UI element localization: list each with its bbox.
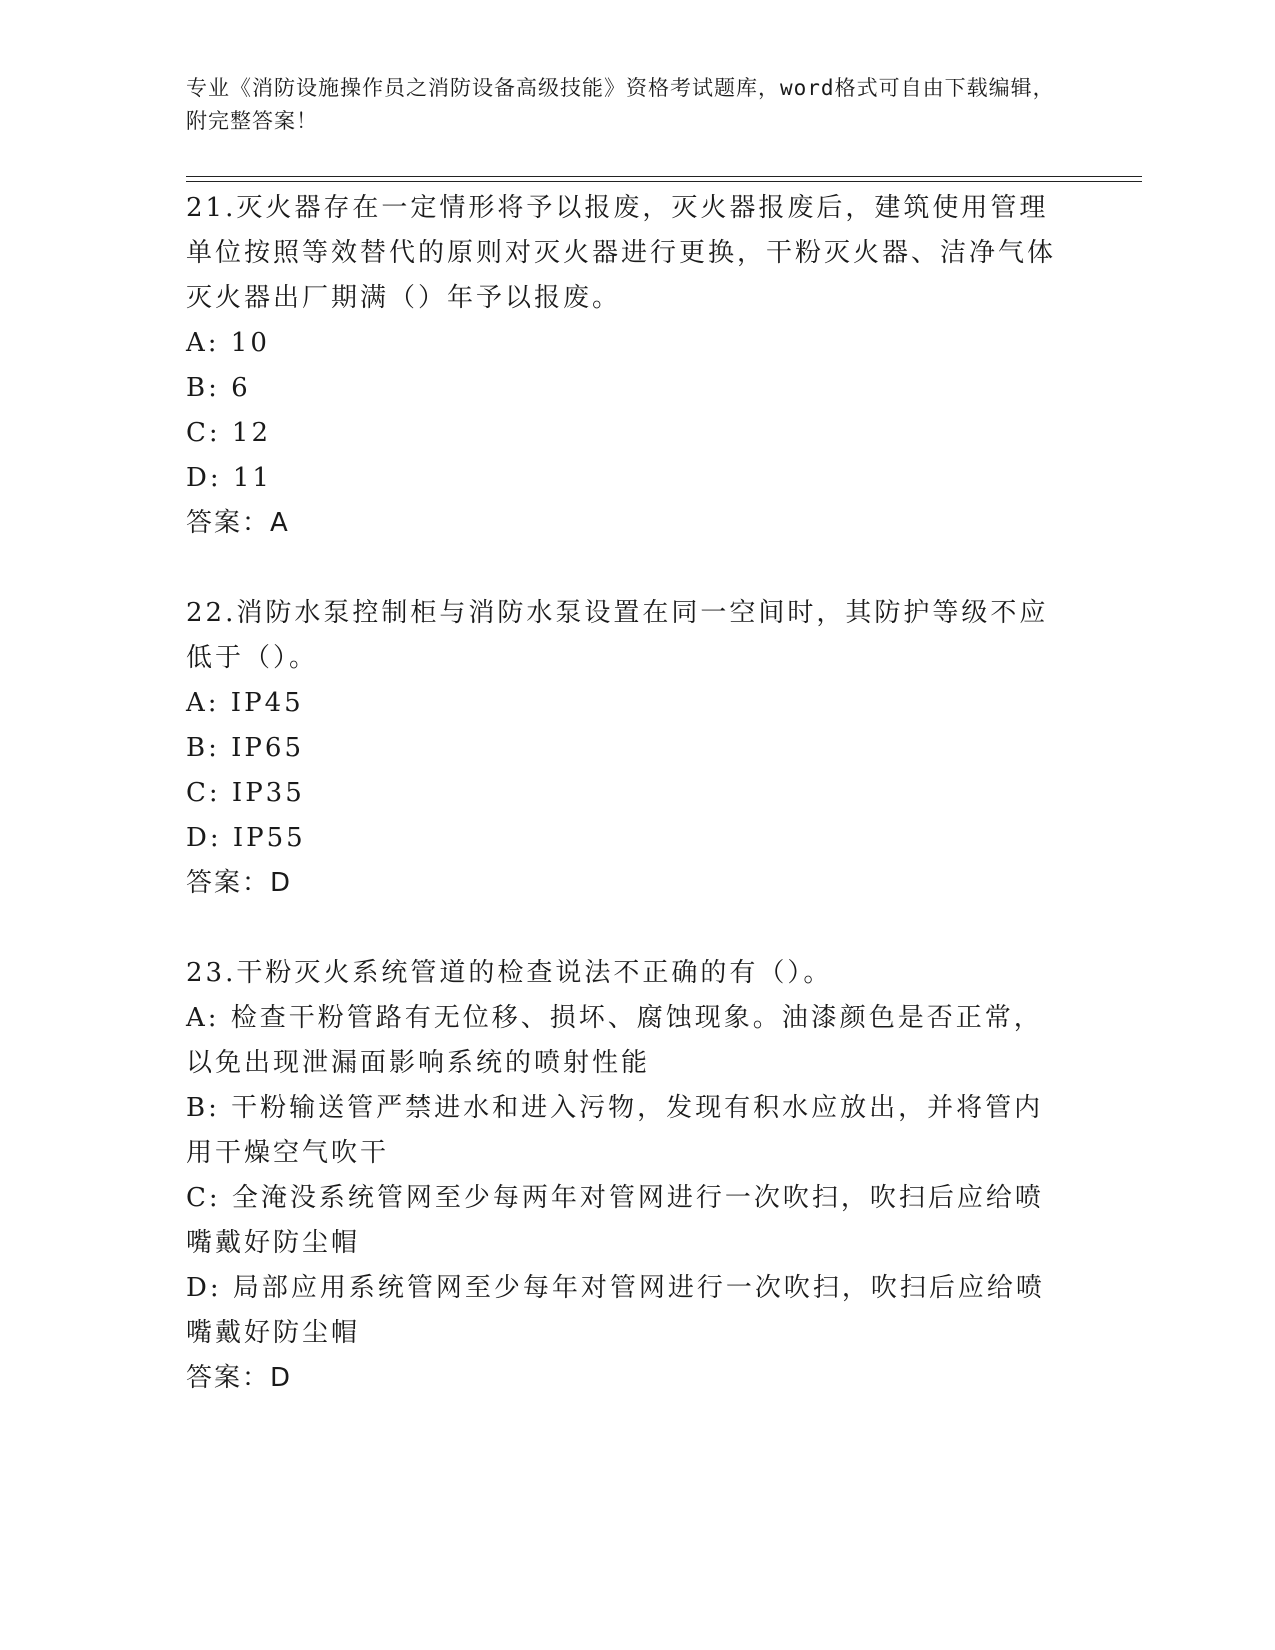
- option-c: C: IP35: [186, 778, 305, 808]
- question-stem: 23.干粉灭火系统管道的检查说法不正确的有（）。: [186, 958, 833, 988]
- question-21: [186, 186, 1066, 546]
- option-a: A: 10: [186, 328, 270, 358]
- question-stem: 22.消防水泵控制柜与消防水泵设置在同一空间时，其防护等级不应低于（）。: [186, 598, 1049, 673]
- option-d: D: 11: [186, 463, 272, 493]
- option-b: B: 6: [186, 373, 251, 403]
- option-c: C: 全淹没系统管网至少每两年对管网进行一次吹扫，吹扫后应给喷嘴戴好防尘帽: [186, 1183, 1044, 1258]
- option-a: A: 检查干粉管路有无位移、损坏、腐蚀现象。油漆颜色是否正常，以免出现泄漏面影响系统的喷射性能: [186, 1003, 1043, 1078]
- answer: 答案：D: [186, 1363, 293, 1393]
- answer: 答案：D: [186, 868, 293, 898]
- answer: 答案：A: [186, 508, 290, 538]
- option-d: D: 局部应用系统管网至少每年对管网进行一次吹扫，吹扫后应给喷嘴戴好防尘帽: [186, 1273, 1045, 1348]
- question-23: [186, 951, 1066, 1401]
- header-divider-bottom: [186, 181, 1142, 182]
- question-stem: 21.灭火器存在一定情形将予以报废，灭火器报废后，建筑使用管理单位按照等效替代的原则对灭火器进行更换，干粉灭火器、洁净气体灭火器出厂期满（）年予以报废。: [186, 193, 1057, 313]
- option-d: D: IP55: [186, 823, 306, 853]
- question-22: [186, 591, 1066, 906]
- document-header: 专业《消防设施操作员之消防设备高级技能》资格考试题库，word格式可自由下载编辑，附完整答案！: [186, 76, 1055, 133]
- option-a: A: IP45: [186, 688, 304, 718]
- option-c: C: 12: [186, 418, 272, 448]
- option-b: B: IP65: [186, 733, 304, 763]
- option-b: B: 干粉输送管严禁进水和进入污物，发现有积水应放出，并将管内用干燥空气吹干: [186, 1093, 1044, 1168]
- header-divider-top: [186, 176, 1142, 177]
- question-list: [186, 186, 1066, 1401]
